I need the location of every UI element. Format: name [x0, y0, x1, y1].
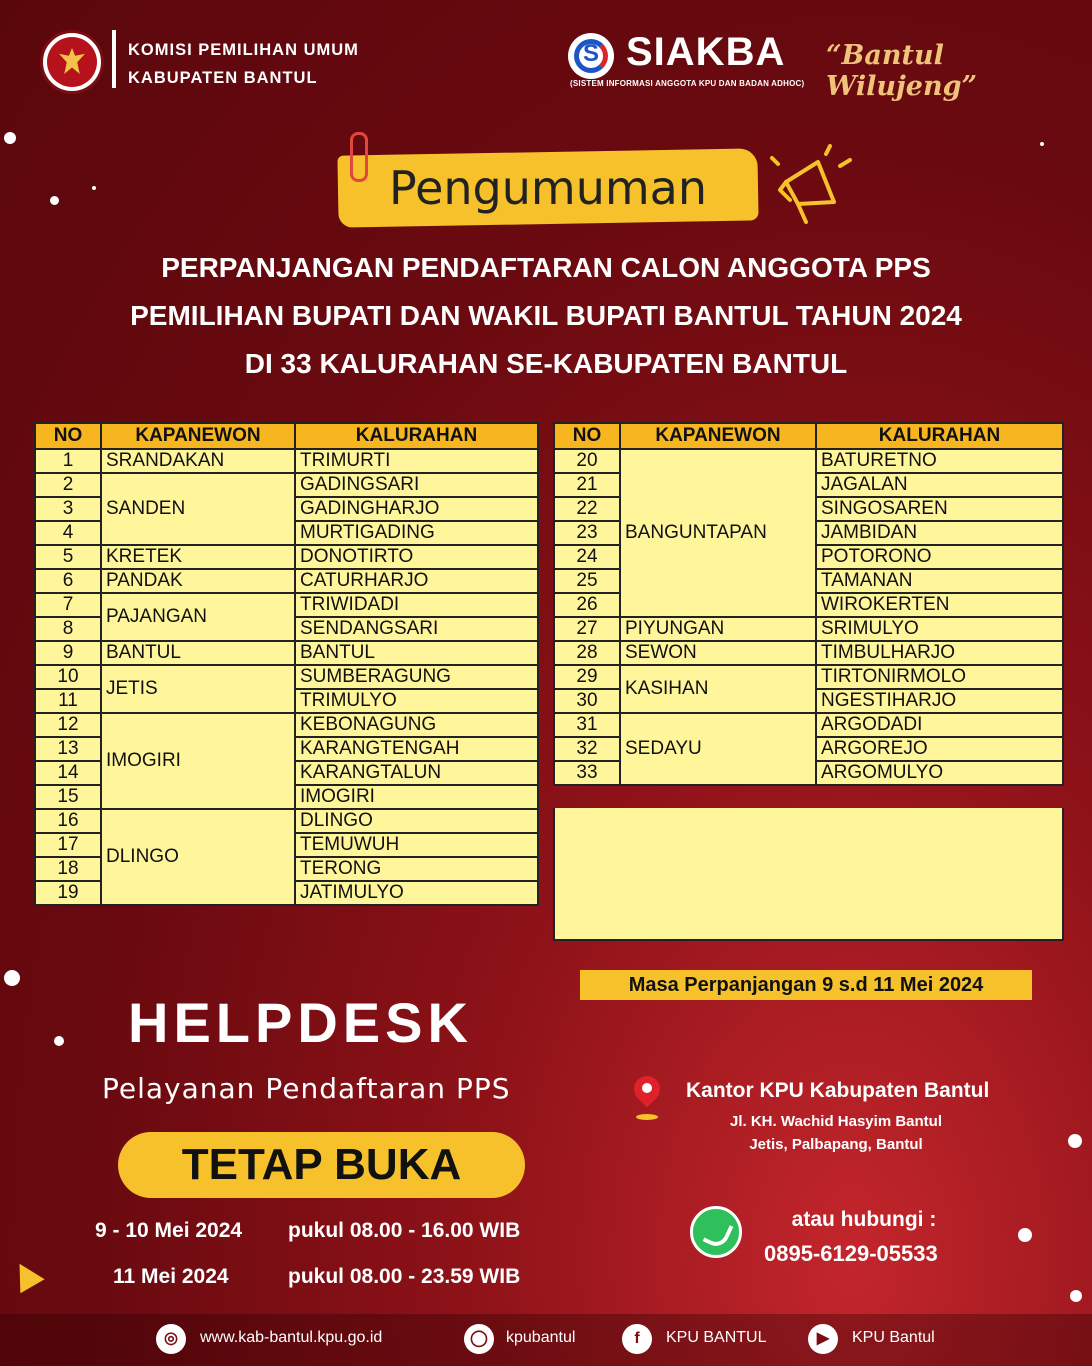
kapanewon-cell: SEWON [620, 641, 816, 665]
tagline: “Bantul Wilujeng” [826, 40, 977, 102]
col-header-no: NO [554, 423, 620, 449]
facebook-icon: f [622, 1324, 652, 1354]
col-header-kalurahan: KALURAHAN [295, 423, 538, 449]
office-address-line2: Jetis, Palbapang, Bantul [749, 1136, 923, 1153]
headline-line3: DI 33 KALURAHAN SE-KABUPATEN BANTUL [244, 348, 848, 379]
open-status-badge: TETAP BUKA [118, 1132, 525, 1198]
kalurahan-cell: TIRTONIRMOLO [816, 665, 1063, 689]
kalurahan-cell: TRIWIDADI [295, 593, 538, 617]
row-number: 17 [35, 833, 101, 857]
kalurahan-cell: GADINGSARI [295, 473, 538, 497]
kalurahan-cell: NGESTIHARJO [816, 689, 1063, 713]
row-number: 6 [35, 569, 101, 593]
row-number: 20 [554, 449, 620, 473]
org-name [128, 36, 359, 92]
footer-instagram[interactable]: kpubantul [506, 1329, 576, 1346]
decor-dot [1040, 142, 1044, 146]
kalurahan-cell: DONOTIRTO [295, 545, 538, 569]
decor-triangle [7, 1257, 44, 1294]
kapanewon-cell: PANDAK [101, 569, 295, 593]
org-line1: KOMISI PEMILIHAN UMUM [128, 41, 359, 59]
kalurahan-cell: KARANGTENGAH [295, 737, 538, 761]
decor-dot [92, 186, 96, 190]
kalurahan-cell: DLINGO [295, 809, 538, 833]
row-number: 33 [554, 761, 620, 785]
kalurahan-cell: MURTIGADING [295, 521, 538, 545]
footer-facebook[interactable]: KPU BANTUL [666, 1329, 767, 1346]
kalurahan-cell: WIROKERTEN [816, 593, 1063, 617]
row-number: 4 [35, 521, 101, 545]
col-header-kapanewon: KAPANEWON [620, 423, 816, 449]
col-header-kapanewon: KAPANEWON [101, 423, 295, 449]
row-number: 5 [35, 545, 101, 569]
kalurahan-cell: ARGODADI [816, 713, 1063, 737]
row-number: 15 [35, 785, 101, 809]
kapanewon-cell: PAJANGAN [101, 593, 295, 641]
decor-dot [4, 132, 16, 144]
kalurahan-cell: SINGOSAREN [816, 497, 1063, 521]
helpdesk-subtitle: Pelayanan Pendaftaran PPS [102, 1072, 511, 1105]
row-number: 3 [35, 497, 101, 521]
siakba-logo: S [568, 33, 614, 79]
row-number: 2 [35, 473, 101, 497]
kalurahan-cell: CATURHARJO [295, 569, 538, 593]
row-number: 14 [35, 761, 101, 785]
office-name: Kantor KPU Kabupaten Bantul [686, 1079, 990, 1102]
row-number: 13 [35, 737, 101, 761]
table-row [35, 665, 538, 689]
table-row [554, 449, 1063, 473]
location-pin-center [642, 1083, 652, 1093]
schedule-time: pukul 08.00 - 23.59 WIB [288, 1265, 521, 1288]
kalurahan-cell: TEMUWUH [295, 833, 538, 857]
kapanewon-cell: KASIHAN [620, 665, 816, 713]
table-row [35, 473, 538, 497]
kalurahan-cell: KARANGTALUN [295, 761, 538, 785]
footer-website[interactable]: www.kab-bantul.kpu.go.id [200, 1329, 383, 1346]
row-number: 28 [554, 641, 620, 665]
decor-dot [1018, 1228, 1032, 1242]
kalurahan-cell: ARGOREJO [816, 737, 1063, 761]
table-row [35, 593, 538, 617]
table-row [35, 641, 538, 665]
footer-youtube[interactable]: KPU Bantul [852, 1329, 935, 1346]
row-number: 31 [554, 713, 620, 737]
table-row [35, 809, 538, 833]
col-header-kalurahan: KALURAHAN [816, 423, 1063, 449]
table-empty-area [553, 808, 1064, 941]
table-row [35, 545, 538, 569]
table-row [35, 569, 538, 593]
col-header-no: NO [35, 423, 101, 449]
table-row [554, 665, 1063, 689]
kalurahan-cell: TAMANAN [816, 569, 1063, 593]
row-number: 18 [35, 857, 101, 881]
kalurahan-cell: KEBONAGUNG [295, 713, 538, 737]
kapanewon-cell: KRETEK [101, 545, 295, 569]
kapanewon-cell: BANGUNTAPAN [620, 449, 816, 617]
schedule-date: 9 - 10 Mei 2024 [95, 1219, 243, 1242]
kapanewon-cell: SEDAYU [620, 713, 816, 785]
row-number: 27 [554, 617, 620, 641]
row-number: 9 [35, 641, 101, 665]
table-row [35, 713, 538, 737]
decor-dot [1068, 1134, 1082, 1148]
contact-label: atau hubungi : [791, 1208, 937, 1231]
row-number: 29 [554, 665, 620, 689]
megaphone-icon [768, 142, 858, 232]
kalurahan-table-right [553, 422, 1064, 786]
headline-line2: PEMILIHAN BUPATI DAN WAKIL BUPATI BANTUL TAHUN 2024 [130, 300, 962, 331]
table-row [554, 641, 1063, 665]
row-number: 16 [35, 809, 101, 833]
row-number: 21 [554, 473, 620, 497]
kalurahan-cell: JAMBIDAN [816, 521, 1063, 545]
table-row [554, 617, 1063, 641]
office-address [686, 1110, 986, 1156]
row-number: 19 [35, 881, 101, 905]
row-number: 11 [35, 689, 101, 713]
kalurahan-cell: POTORONO [816, 545, 1063, 569]
schedule-time: pukul 08.00 - 16.00 WIB [288, 1219, 521, 1242]
kalurahan-table-left [34, 422, 539, 906]
row-number: 7 [35, 593, 101, 617]
row-number: 32 [554, 737, 620, 761]
kalurahan-cell: TRIMULYO [295, 689, 538, 713]
kapanewon-cell: JETIS [101, 665, 295, 713]
schedule-date: 11 Mei 2024 [113, 1265, 229, 1288]
extension-period: Masa Perpanjangan 9 s.d 11 Mei 2024 [580, 970, 1032, 1000]
decor-dot [54, 1036, 64, 1046]
row-number: 30 [554, 689, 620, 713]
kapanewon-cell: PIYUNGAN [620, 617, 816, 641]
row-number: 12 [35, 713, 101, 737]
row-number: 26 [554, 593, 620, 617]
kalurahan-cell: SENDANGSARI [295, 617, 538, 641]
app-subtitle: (SISTEM INFORMASI ANGGOTA KPU DAN BADAN ADHOC) [570, 79, 805, 88]
office-address-line1: Jl. KH. Wachid Hasyim Bantul [730, 1113, 942, 1130]
kapanewon-cell: SRANDAKAN [101, 449, 295, 473]
row-number: 8 [35, 617, 101, 641]
kalurahan-cell: JATIMULYO [295, 881, 538, 905]
kalurahan-cell: GADINGHARJO [295, 497, 538, 521]
row-number: 10 [35, 665, 101, 689]
app-name: SIAKBA [626, 30, 786, 74]
kalurahan-cell: TIMBULHARJO [816, 641, 1063, 665]
kalurahan-cell: TRIMURTI [295, 449, 538, 473]
kpu-logo [40, 30, 104, 94]
headline-line1: PERPANJANGAN PENDAFTARAN CALON ANGGOTA PPS [161, 252, 931, 283]
helpdesk-title: HELPDESK [128, 991, 473, 1054]
kalurahan-cell: BANTUL [295, 641, 538, 665]
location-pin-base [636, 1114, 658, 1120]
row-number: 23 [554, 521, 620, 545]
decor-dot [50, 196, 59, 205]
row-number: 24 [554, 545, 620, 569]
kalurahan-cell: BATURETNO [816, 449, 1063, 473]
decor-dot [4, 970, 20, 986]
row-number: 1 [35, 449, 101, 473]
kalurahan-cell: JAGALAN [816, 473, 1063, 497]
contact-phone[interactable]: 0895-6129-05533 [764, 1241, 938, 1266]
whatsapp-icon[interactable] [690, 1206, 742, 1258]
globe-icon: ◎ [156, 1324, 186, 1354]
kalurahan-cell: SRIMULYO [816, 617, 1063, 641]
org-line2: KABUPATEN BANTUL [128, 69, 318, 87]
kapanewon-cell: SANDEN [101, 473, 295, 545]
table-row [35, 449, 538, 473]
row-number: 25 [554, 569, 620, 593]
row-number: 22 [554, 497, 620, 521]
kalurahan-cell: ARGOMULYO [816, 761, 1063, 785]
kapanewon-cell: DLINGO [101, 809, 295, 905]
kalurahan-cell: IMOGIRI [295, 785, 538, 809]
youtube-icon: ▶ [808, 1324, 838, 1354]
table-row [554, 713, 1063, 737]
decor-dot [1070, 1290, 1082, 1302]
kalurahan-cell: SUMBERAGUNG [295, 665, 538, 689]
kapanewon-cell: IMOGIRI [101, 713, 295, 809]
instagram-icon: ◯ [464, 1324, 494, 1354]
kapanewon-cell: BANTUL [101, 641, 295, 665]
banner-title: Pengumuman [388, 161, 708, 215]
kalurahan-cell: TERONG [295, 857, 538, 881]
header-divider [112, 30, 116, 88]
